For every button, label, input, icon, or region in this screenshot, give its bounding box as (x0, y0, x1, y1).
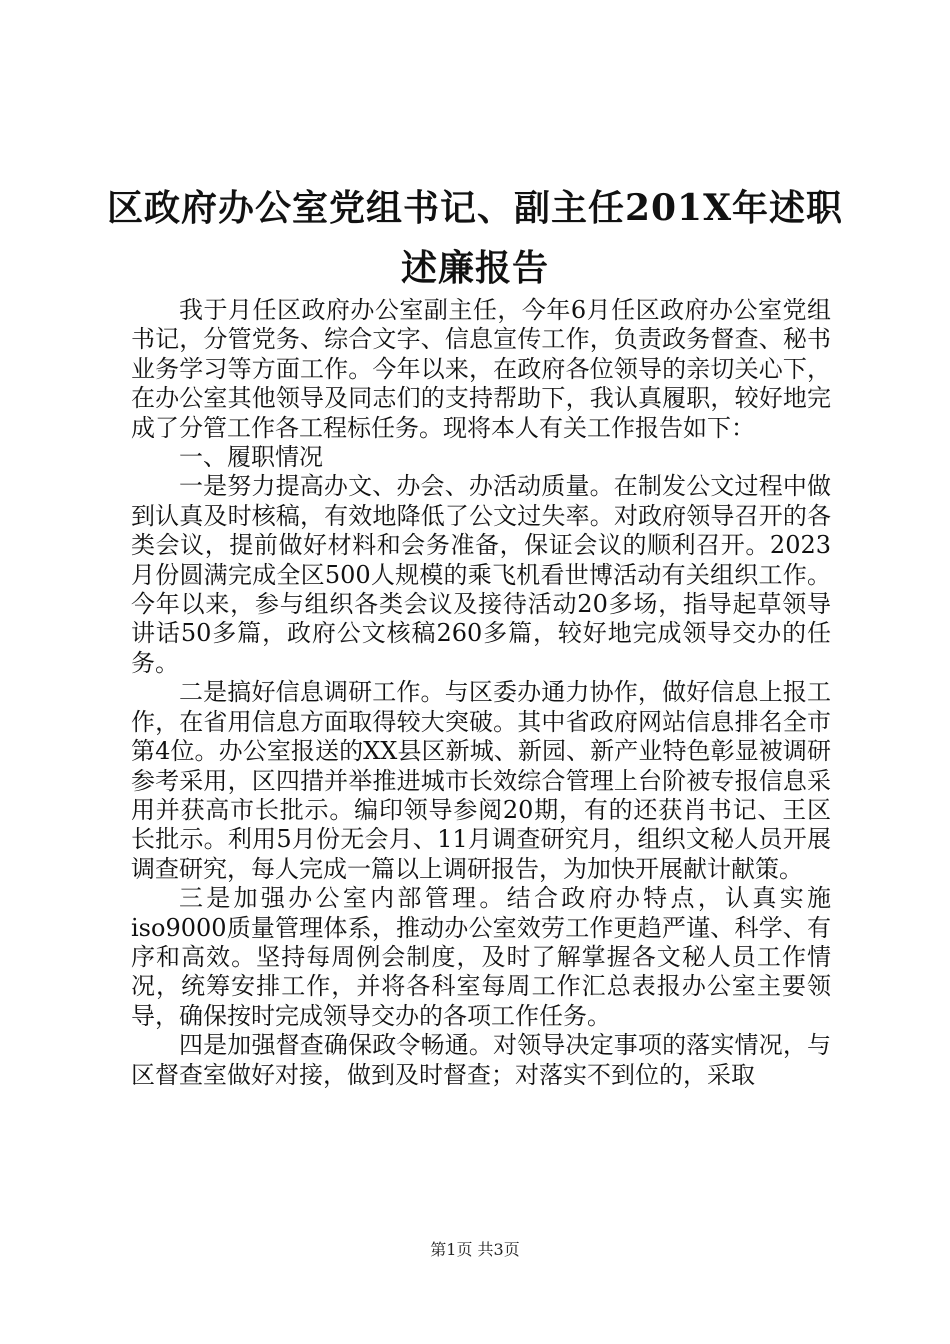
paragraph-item-4: 四是加强督查确保政令畅通。对领导决定事项的落实情况，与区督查室做好对接，做到及时督查；对落实不到位的，采取 (131, 1031, 831, 1089)
paragraph-intro: 我于月任区政府办公室副主任，今年6月任区政府办公室党组书记，分管党务、综合文字、信息宣传工作，负责政务督查、秘书业务学习等方面工作。今年以来，在政府各位领导的亲切关心下，在办公室其他领导及同志们的支持帮助下，我认真履职，较好地完成了分管工作各工程标任务。现将本人有关工作报告如下： (131, 296, 831, 442)
paragraph-item-2: 二是搞好信息调研工作。与区委办通力协作，做好信息上报工作，在省用信息方面取得较大突破。其中省政府网站信息排名全市第4位。办公室报送的XX县区新城、新园、新产业特色彰显被调研参考采用，区四措并举推进城市长效综合管理上台阶被专报信息采用并获高市长批示。编印领导参阅20期，有的还获肖书记、王区长批示。利用5月份无会月、11月调查研究月，组织文秘人员开展调查研究，每人完成一篇以上调研报告，为加快开展献计献策。 (131, 678, 831, 883)
document-title-line-2: 述廉报告 (400, 247, 549, 289)
document-body (131, 296, 831, 1090)
paragraph-item-1: 一是努力提高办文、办会、办活动质量。在制发公文过程中做到认真及时核稿，有效地降低了公文过失率。对政府领导召开的各类会议，提前做好材料和会务准备，保证会议的顺利召开。2023月份圆满完成全区500人规模的乘飞机看世博活动有关组织工作。今年以来，参与组织各类会议及接待活动20多场，指导起草领导讲话50多篇，政府公文核稿260多篇，较好地完成领导交办的任务。 (131, 472, 831, 677)
document-title-line-1: 区政府办公室党组书记、副主任201X年述职 (106, 187, 844, 229)
section-heading-performance: 一、履职情况 (179, 443, 323, 472)
page-footer: 第1页 共3页 (430, 1240, 520, 1259)
paragraph-item-3: 三是加强办公室内部管理。结合政府办特点，认真实施iso9000质量管理体系，推动办公室效劳工作更趋严谨、科学、有序和高效。坚持每周例会制度，及时了解掌握各文秘人员工作情况，统筹安排工作，并将各科室每周工作汇总表报办公室主要领导，确保按时完成领导交办的各项工作任务。 (131, 884, 831, 1030)
